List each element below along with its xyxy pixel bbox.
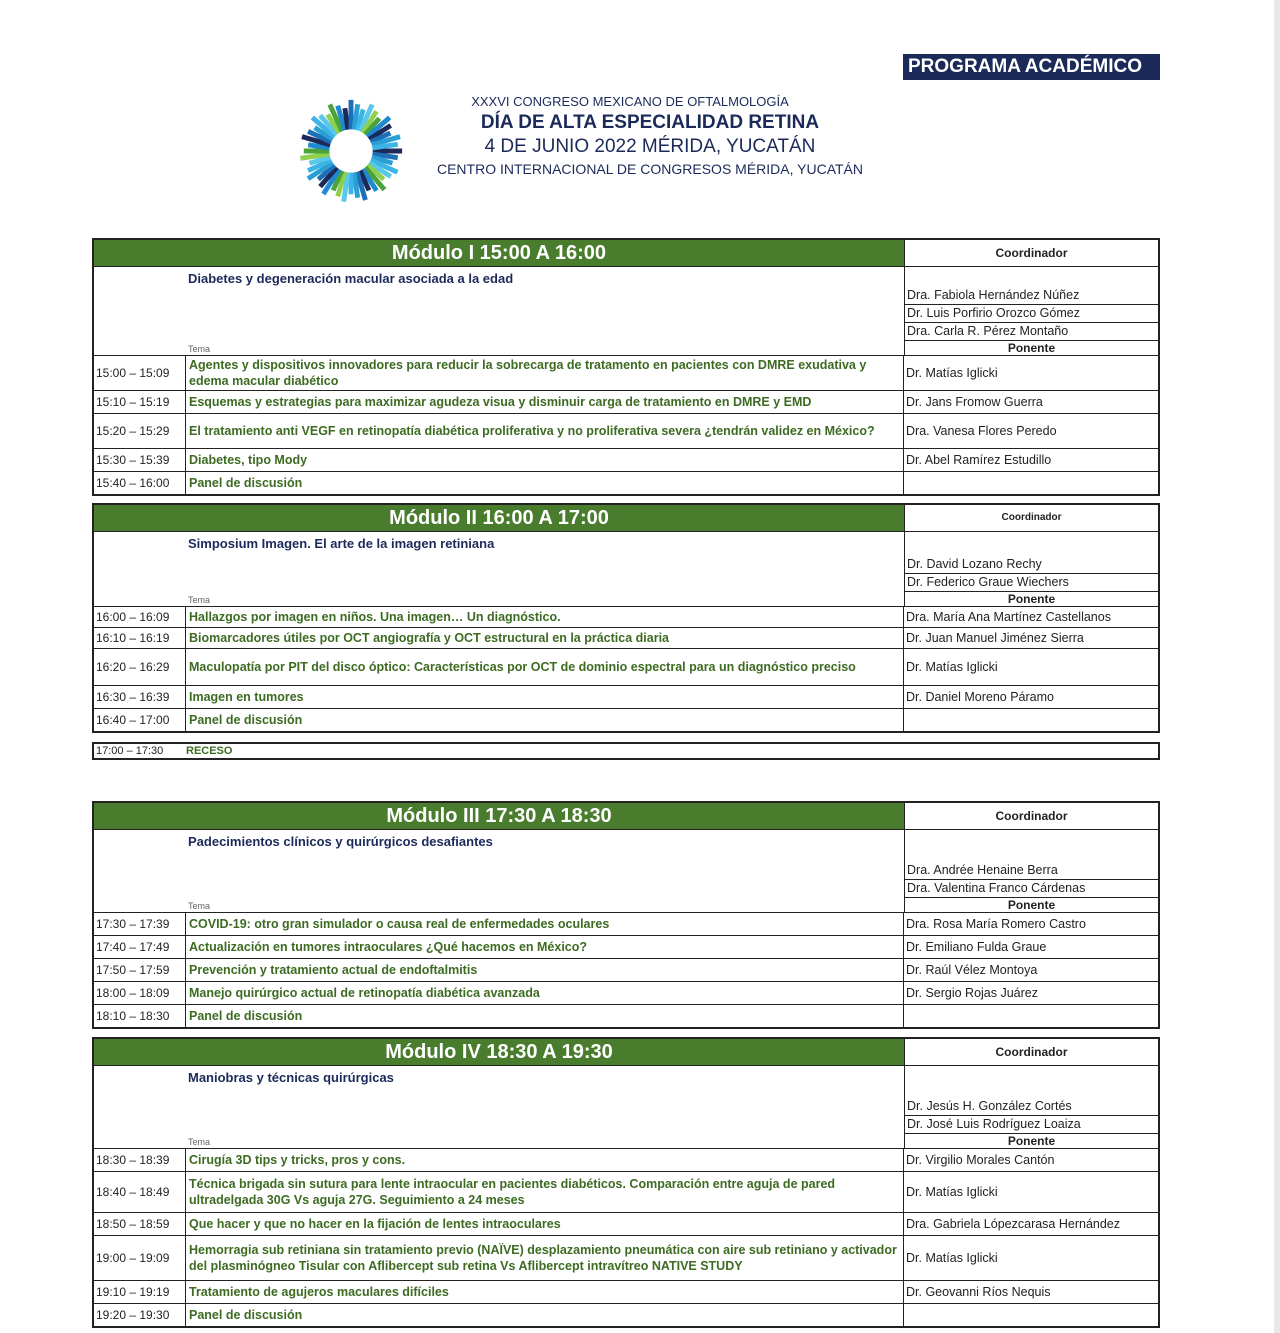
row-time: 15:10 – 15:19 [94,391,186,413]
row-speaker [904,1304,1158,1326]
row-topic: Panel de discusión [186,1304,904,1326]
row-time: 15:20 – 15:29 [94,414,186,448]
table-row [94,1149,1158,1172]
row-speaker: Dr. Raúl Vélez Montoya [906,963,1038,977]
table-row [94,472,1158,494]
module-title: Módulo I 15:00 A 16:00 [94,240,905,266]
row-speaker: Dra. María Ana Martínez Castellanos [906,610,1111,624]
coordinator-name: Dra. Fabiola Hernández Núñez [905,287,1158,305]
row-time: 16:40 – 17:00 [94,709,186,731]
event-header [420,94,880,177]
table-row [94,449,1158,472]
row-topic: Biomarcadores útiles por OCT angiografía y OCT estructural en la práctica diaria [186,628,904,648]
module-header [94,803,1158,830]
event-venue: CENTRO INTERNACIONAL DE CONGRESOS MÉRIDA, YUCATÁN [436,161,863,177]
coordinator-name: Dra. Carla R. Pérez Montaño [905,323,1158,341]
row-time: 19:00 – 19:09 [94,1236,186,1280]
row-topic: Imagen en tumores [186,686,904,708]
module-3 [92,801,1160,1029]
coordinator-name: Dr. Jesús H. González Cortés [905,1098,1158,1116]
tema-label: Tema [188,901,211,911]
row-speaker: Dr. Sergio Rojas Juárez [906,986,1039,1000]
table-row [94,1304,1158,1326]
module-subtitle: Padecimientos clínicos y quirúrgicos desafiantes [188,834,493,849]
table-row [94,414,1158,449]
module-subheader [94,532,1158,607]
table-row [94,1172,1158,1213]
module-title: Módulo II 16:00 A 17:00 [94,505,905,531]
row-topic: Técnica brigada sin sutura para lente intraocular en pacientes diabéticos. Comparación entre aguja de pared ultradelgada 30G Vs aguja 27G. Seguimiento a 24 meses [186,1172,904,1212]
table-row [94,913,1158,936]
row-topic: Cirugía 3D tips y tricks, pros y cons. [186,1149,904,1171]
coordinator-name: Dr. David Lozano Rechy [905,556,1158,574]
table-row [94,356,1158,391]
table-row [94,686,1158,709]
table-row [94,1281,1158,1304]
row-topic: COVID-19: otro gran simulador o causa real de enfermedades oculares [186,913,904,935]
row-speaker: Dr. Daniel Moreno Páramo [906,690,1054,704]
row-topic: Hallazgos por imagen en niños. Una imagen… Un diagnóstico. [186,607,904,627]
row-speaker [904,1005,1158,1027]
module-title: Módulo III 17:30 A 18:30 [94,803,905,829]
table-row [94,628,1158,649]
row-topic: Panel de discusión [186,709,904,731]
event-date: 4 DE JUNIO 2022 MÉRIDA, YUCATÁN [484,136,816,157]
table-row [94,982,1158,1005]
tema-label: Tema [188,344,211,354]
module-header [94,505,1158,532]
coordinator-name: Dr. José Luis Rodríguez Loaiza [905,1116,1158,1134]
ponente-label: Ponente [1007,592,1056,606]
row-topic: Panel de discusión [186,472,904,494]
coordinator-label: Coordinador [995,809,1068,823]
logo-ray [345,108,348,129]
coordinator-name: Dra. Andrée Henaine Berra [905,862,1158,880]
ponente-label: Ponente [1007,898,1056,912]
row-speaker: Dra. Rosa María Romero Castro [906,917,1086,931]
row-speaker: Dr. Matías Iglicki [906,660,998,674]
row-speaker: Dr. Geovanni Ríos Nequis [906,1285,1051,1299]
row-speaker: Dr. Abel Ramírez Estudillo [906,453,1052,467]
row-time: 17:50 – 17:59 [94,959,186,981]
coordinator-name: Dr. Luis Porfirio Orozco Gómez [905,305,1158,323]
row-topic: Esquemas y estrategias para maximizar agudeza visua y disminuir carga de tratamiento en DMRE y EMD [186,391,904,413]
table-row [94,936,1158,959]
row-topic: Prevención y tratamiento actual de endoftalmitis [186,959,904,981]
row-speaker [904,472,1158,494]
tema-label: Tema [188,595,211,605]
module-header [94,240,1158,267]
tema-label: Tema [188,1137,211,1147]
row-topic: El tratamiento anti VEGF en retinopatía diabética proliferativa y no proliferativa severa ¿tendrán validez en México? [186,414,904,448]
table-row [94,1236,1158,1281]
row-speaker: Dr. Matías Iglicki [906,366,998,380]
module-subheader [94,830,1158,913]
row-topic: Actualización en tumores intraoculares ¿Qué hacemos en México? [186,936,904,958]
coordinator-name: Dra. Valentina Franco Cárdenas [905,880,1158,898]
row-time: 15:30 – 15:39 [94,449,186,471]
module-subheader [94,1066,1158,1149]
row-time: 18:00 – 18:09 [94,982,186,1004]
row-time: 19:20 – 19:30 [94,1304,186,1326]
row-speaker [904,709,1158,731]
congress-name: XXXVI CONGRESO MEXICANO DE OFTALMOLOGÍA [471,94,789,109]
congress-logo [288,92,414,210]
row-speaker: Dr. Jans Fromow Guerra [906,395,1043,409]
row-speaker: Dra. Gabriela Lópezcarasa Hernández [906,1217,1121,1231]
table-row [94,709,1158,731]
module-title: Módulo IV 18:30 A 19:30 [94,1039,905,1065]
row-time: 15:40 – 16:00 [94,472,186,494]
recess-label: RECESO [186,745,233,757]
recess-row [92,742,1160,760]
table-row [94,391,1158,414]
row-time: 15:00 – 15:09 [94,356,186,390]
row-topic: Panel de discusión [186,1005,904,1027]
program-badge: PROGRAMA ACADÉMICO [903,54,1160,80]
module-header [94,1039,1158,1066]
module-1 [92,238,1160,496]
table-row [94,649,1158,686]
row-time: 17:40 – 17:49 [94,936,186,958]
row-topic: Que hacer y que no hacer en la fijación de lentes intraoculares [186,1213,904,1235]
table-row [94,1005,1158,1027]
row-time: 16:10 – 16:19 [94,628,186,648]
coordinator-name: Dr. Federico Graue Wiechers [905,574,1158,592]
module-2 [92,503,1160,733]
ponente-label: Ponente [1007,341,1056,355]
module-subtitle: Simposium Imagen. El arte de la imagen retiniana [188,536,495,551]
coordinator-label: Coordinador [1001,512,1062,523]
page-edge [1274,0,1280,1333]
row-time: 18:40 – 18:49 [94,1172,186,1212]
row-time: 18:10 – 18:30 [94,1005,186,1027]
row-time: 18:30 – 18:39 [94,1149,186,1171]
row-speaker: Dr. Juan Manuel Jiménez Sierra [906,631,1084,645]
row-topic: Diabetes, tipo Mody [186,449,904,471]
row-topic: Manejo quirúrgico actual de retinopatía diabética avanzada [186,982,904,1004]
row-speaker: Dr. Matías Iglicki [906,1185,998,1199]
recess-time: 17:00 – 17:30 [96,745,164,757]
row-time: 19:10 – 19:19 [94,1281,186,1303]
row-time: 16:30 – 16:39 [94,686,186,708]
module-subheader [94,267,1158,356]
module-subtitle: Maniobras y técnicas quirúrgicas [188,1070,394,1085]
row-time: 17:30 – 17:39 [94,913,186,935]
row-topic: Agentes y dispositivos innovadores para reducir la sobrecarga de tratamento en pacientes con DMRE exudativa y edema macular diabético [186,356,904,390]
row-speaker: Dr. Emiliano Fulda Graue [906,940,1047,954]
module-subtitle: Diabetes y degeneración macular asociada a la edad [188,271,514,286]
module-4 [92,1037,1160,1328]
coordinator-label: Coordinador [995,246,1068,260]
row-topic: Maculopatía por PIT del disco óptico: Características por OCT de dominio espectral para un diagnóstico preciso [186,649,904,685]
row-speaker: Dr. Virgilio Morales Cantón [906,1153,1055,1167]
row-topic: Hemorragia sub retiniana sin tratamiento previo (NAÏVE) desplazamiento pneumática con aire sub retiniano y activador del plasminógneo Tisular con Aflibercept sub retina Vs Aflibercept intravítreo NATIVE STUDY [186,1236,904,1280]
table-row [94,959,1158,982]
row-time: 16:20 – 16:29 [94,649,186,685]
row-topic: Tratamiento de agujeros maculares difíciles [186,1281,904,1303]
row-time: 16:00 – 16:09 [94,607,186,627]
event-title: DÍA DE ALTA ESPECIALIDAD RETINA [480,112,820,133]
table-row [94,1213,1158,1236]
coordinator-label: Coordinador [995,1045,1068,1059]
row-speaker: Dra. Vanesa Flores Peredo [906,424,1057,438]
row-time: 18:50 – 18:59 [94,1213,186,1235]
row-speaker: Dr. Matías Iglicki [906,1251,998,1265]
table-row [94,607,1158,628]
ponente-label: Ponente [1007,1134,1056,1148]
